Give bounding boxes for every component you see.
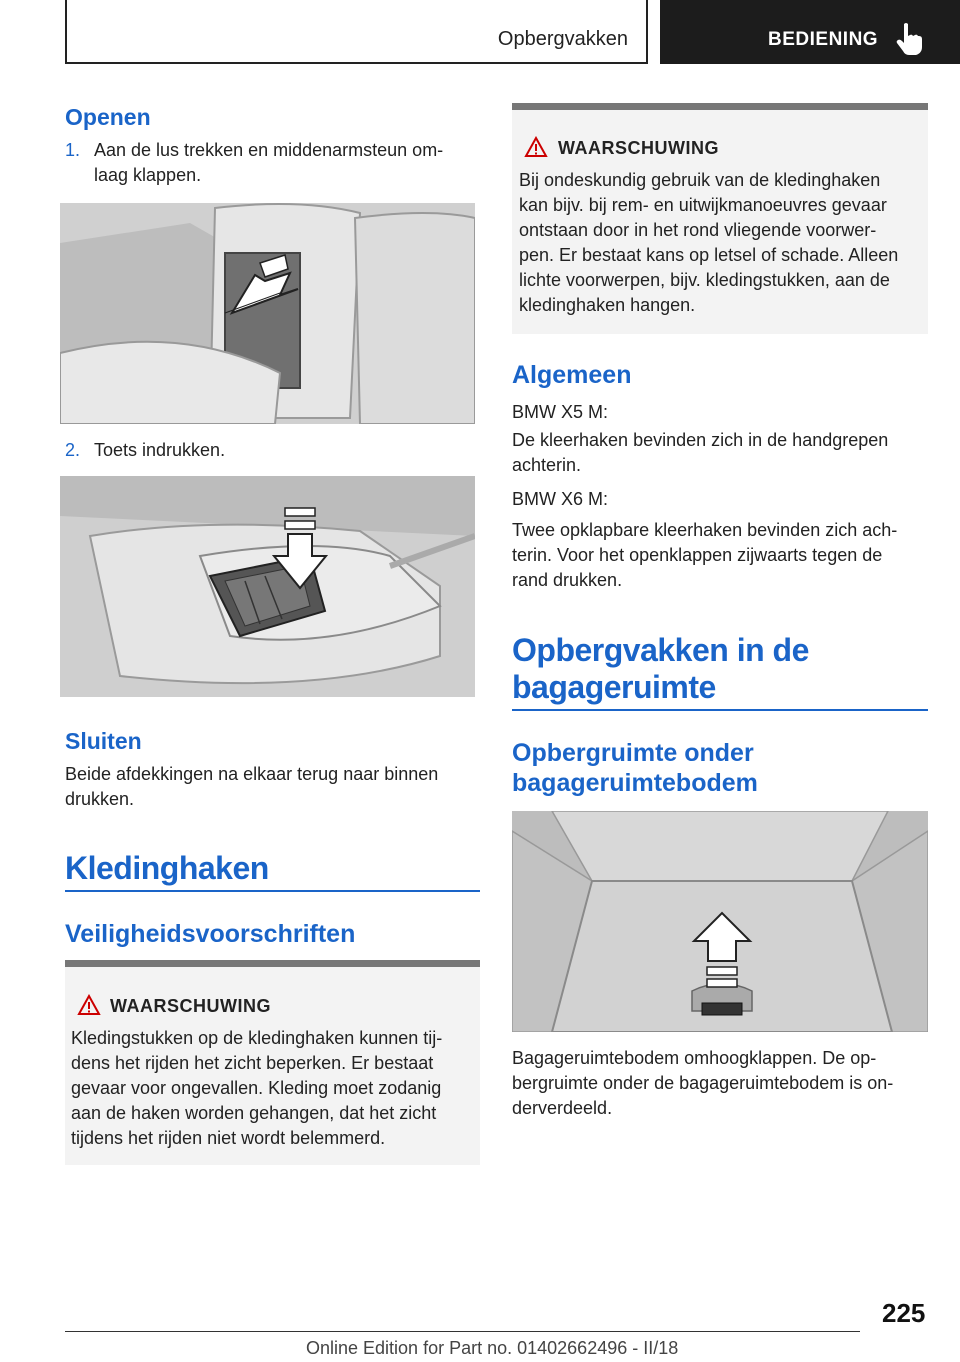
page-number: 225	[882, 1298, 926, 1328]
sluiten-heading: Sluiten	[65, 728, 142, 754]
header-chapter-title: BEDIENING	[768, 29, 879, 50]
footer-rule	[65, 1331, 860, 1332]
warning-triangle-icon	[524, 136, 548, 158]
footer-edition: Online Edition for Part no. 01402662496 - II/18	[306, 1338, 679, 1358]
veiligheid-heading: Veiligheidsvoorschriften	[65, 920, 356, 948]
kledinghaken-heading: Kledinghaken	[65, 850, 269, 886]
step-1-text: Aan de lus trekken en middenarmsteun om- laag klappen.	[94, 140, 444, 185]
kledinghaken-rule	[65, 890, 480, 892]
openen-heading: Openen	[65, 104, 151, 130]
warning-triangle-icon	[77, 994, 101, 1016]
step-2-text: Toets indrukken.	[94, 440, 226, 460]
header-section-title: Opbergvakken	[497, 28, 628, 50]
rear-seat-armrest-photo	[60, 203, 475, 424]
warning-text-left: Kledingstukken op de kledinghaken kunnen tij- dens het rijden het zicht beperken. Er bestaat gevaar voor ongevallen. Kleding moet zodanig aan de haken worden gehangen, dat het zicht tijdens het rijden niet wordt belemmerd.	[71, 1028, 443, 1148]
warning-title-right: WAARSCHUWING	[558, 138, 719, 158]
sluiten-text: Beide afdekkingen na elkaar terug naar binnen drukken.	[65, 764, 439, 809]
warning-title-left: WAARSCHUWING	[110, 996, 271, 1016]
step-2-number: 2.	[65, 440, 81, 460]
warning-box-left	[65, 960, 480, 1165]
x5-text: De kleerhaken bevinden zich in de handgrepen achterin.	[512, 430, 889, 475]
bagageruimte-heading: Opbergvakken in de bagageruimte	[512, 632, 809, 705]
step-1-number: 1.	[65, 140, 81, 160]
opbergruimte-heading: Opbergruimte onder bagageruimtebodem	[512, 739, 758, 797]
x5-label: BMW X5 M:	[512, 402, 609, 422]
armrest-button-photo	[60, 476, 475, 697]
warning-box-right	[512, 103, 928, 334]
algemeen-heading: Algemeen	[512, 361, 632, 389]
x6-label: BMW X6 M:	[512, 489, 609, 509]
x6-text: Twee opklapbare kleerhaken bevinden zich ach- terin. Voor het openklappen zijwaarts tegen de rand drukken.	[512, 520, 898, 590]
pointing-hand-icon	[893, 22, 923, 56]
warning-text-right: Bij ondeskundig gebruik van de kledinghaken kan bijv. bij rem- en uitwijkmanoeuvres gevaar ontstaan door in het rond vliegende voorwer- pen. Er bestaat kans op letsel of schade. Alleen lichte voorwerpen, bijv. kledingstukken, aan de kledinghaken hangen.	[519, 170, 899, 315]
cargo-floor-photo	[512, 811, 928, 1032]
bagageruimte-rule	[512, 709, 928, 711]
bagageruimte-text: Bagageruimtebodem omhoogklappen. De op- bergruimte onder de bagageruimtebodem is on- derverdeeld.	[512, 1048, 894, 1118]
step-1	[65, 138, 485, 190]
step-2	[65, 438, 485, 464]
